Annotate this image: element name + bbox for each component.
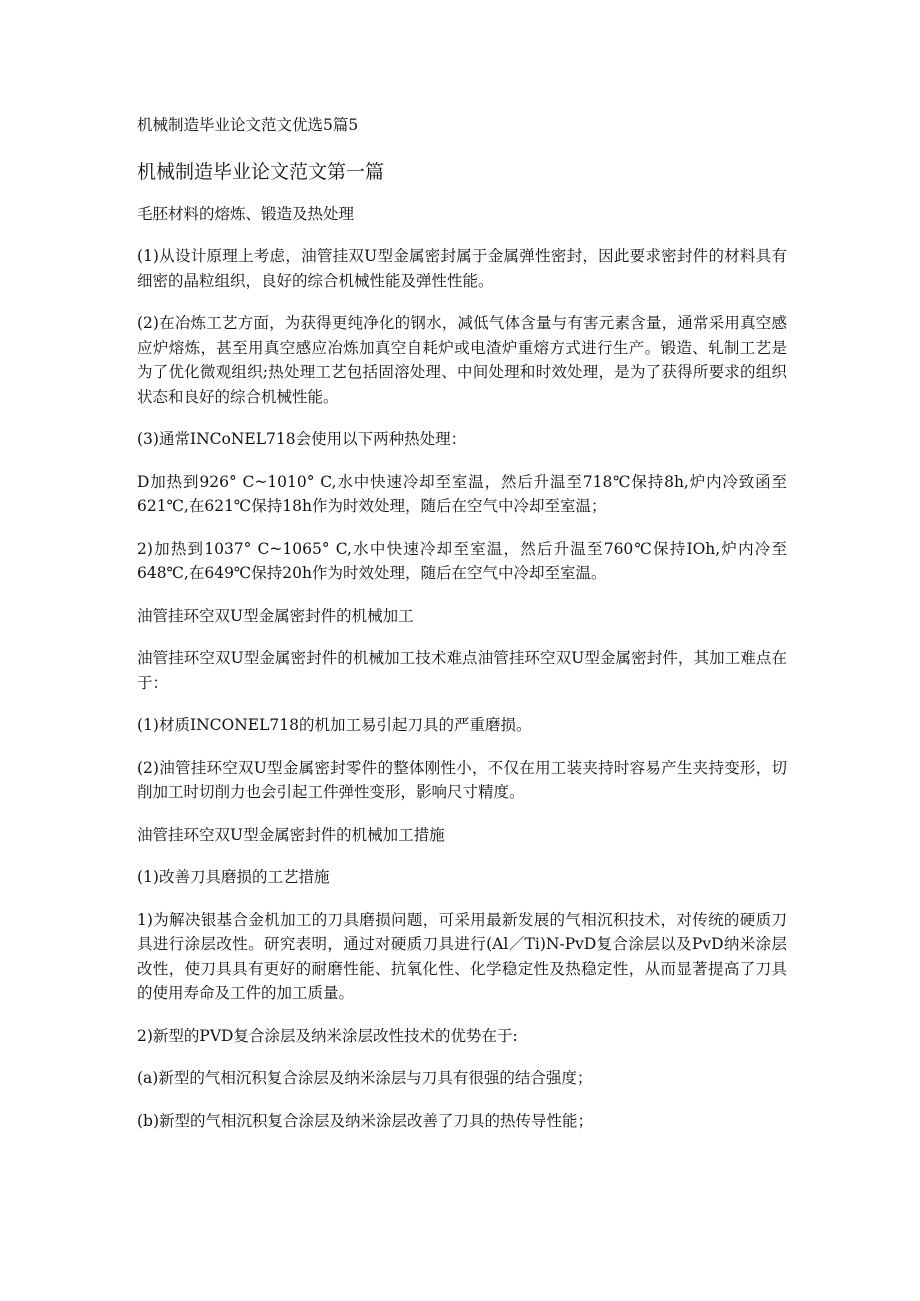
paragraph: (3)通常INCoNEL718会使用以下两种热处理：: [137, 430, 467, 448]
paragraph: (1)材质INCONEL718的机加工易引起刀具的严重磨损。: [137, 716, 532, 734]
paragraph: 2)新型的PVD复合涂层及纳米涂层改性技术的优势在于:: [137, 1026, 518, 1045]
section-title: 机械制造毕业论文范文第一篇: [137, 160, 385, 183]
subsection-heading: 毛胚材料的熔炼、锻造及热处理: [137, 204, 355, 223]
subsection-heading: 油管挂环空双U型金属密封件的机械加工措施: [137, 825, 445, 844]
paragraph: 1)为解决银基合金机加工的刀具磨损问题，可采用最新发展的气相沉积技术，对传统的硬质刀具进行涂层改性。研究表明，通过对硬质刀具进行(Al／Ti)N-PvD复合涂层以及PvD纳米涂层改性，使刀具具有更好的耐磨性能、抗氧化性、化学稳定性及热稳定性，从而显著提高了刀具的使用寿命及工件的加工质量。: [137, 910, 787, 1002]
paragraph: 油管挂环空双U型金属密封件的机械加工技术难点油管挂环空双U型金属密封件，其加工难点在于：: [137, 649, 787, 692]
paragraph: D加热到926° C~1010° C,水中快速冷却至室温，然后升温至718℃保持8h,炉内冷致函至621℃,在621℃保持18h作为时效处理，随后在空气中冷却至室温；: [137, 472, 787, 515]
paragraph: (1)从设计原理上考虑，油管挂双U型金属密封属于金属弹性密封，因此要求密封件的材料具有细密的晶粒组织，良好的综合机械性能及弹性性能。: [137, 247, 787, 290]
document-body: [137, 113, 787, 1151]
paragraph: (1)改善刀具磨损的工艺措施: [137, 868, 330, 886]
paragraph: (2)油管挂环空双U型金属密封零件的整体刚性小，不仅在用工装夹持时容易产生夹持变形，切削加工时切削力也会引起工件弹性变形，影响尺寸精度。: [137, 758, 787, 801]
paragraph: 2)加热到1037° C~1065° C,水中快速冷却至室温，然后升温至760℃保持IOh,炉内冷至648℃,在649℃保持20h作为时效处理，随后在空气中冷却至室温。: [137, 539, 787, 582]
paragraph: (b)新型的气相沉积复合涂层及纳米涂层改善了刀具的热传导性能；: [137, 1111, 594, 1130]
document-title: 机械制造毕业论文范文优选5篇5: [137, 116, 359, 134]
paragraph: (2)在冶炼工艺方面，为获得更纯净化的钢水，减低气体含量与有害元素含量，通常采用真空感应炉熔炼，甚至用真空感应冶炼加真空自耗炉或电渣炉重熔方式进行生产。锻造、轧制工艺是为了优化微观组织;热处理工艺包括固溶处理、中间处理和时效处理，是为了获得所要求的组织状态和良好的综合机械性能。: [137, 314, 787, 406]
paragraph: (a)新型的气相沉积复合涂层及纳米涂层与刀具有很强的结合强度；: [137, 1069, 593, 1087]
subsection-heading: 油管挂环空双U型金属密封件的机械加工: [137, 606, 414, 625]
